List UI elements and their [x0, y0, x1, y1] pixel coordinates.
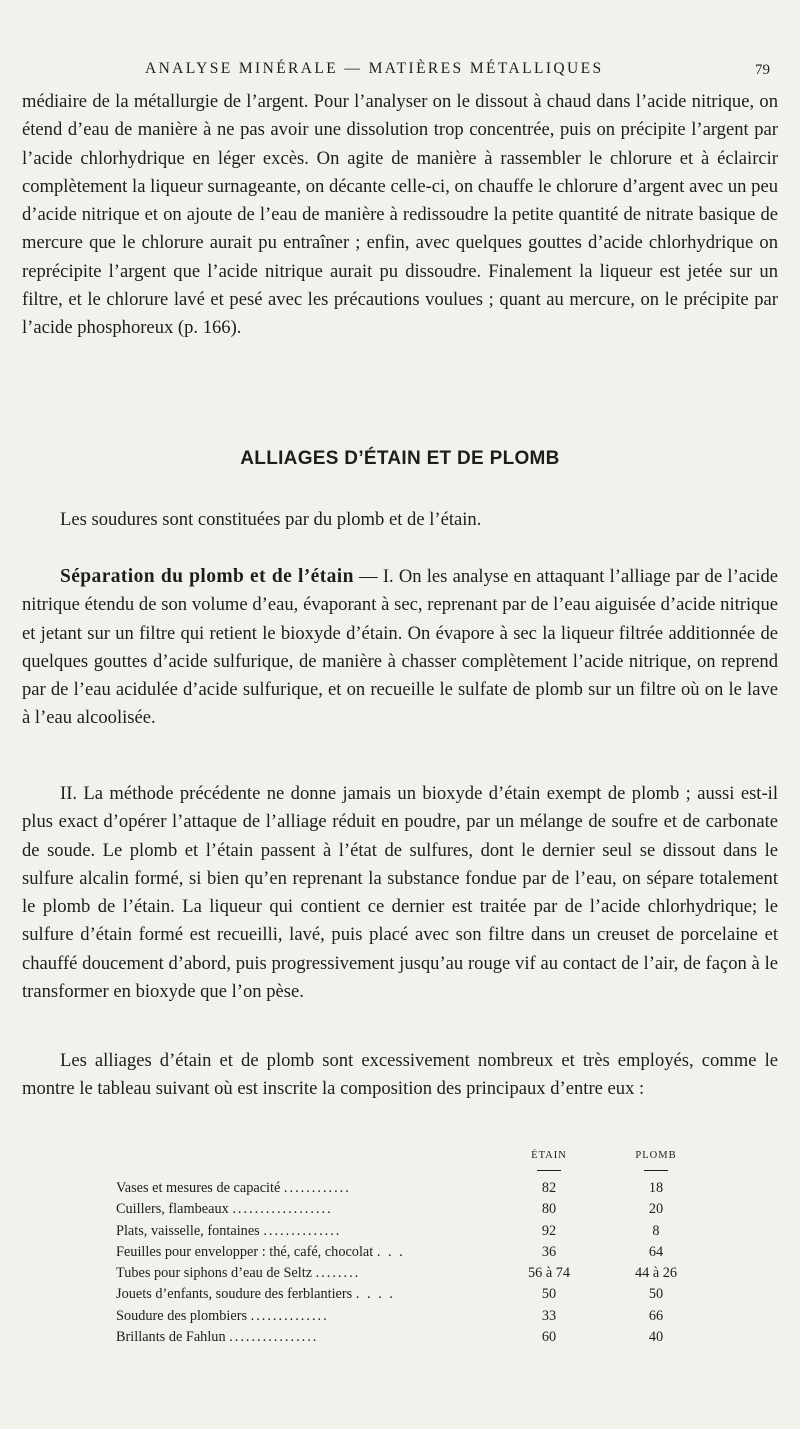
lead-value: 66: [648, 1307, 664, 1324]
lead-sentence: Les soudures sont constituées par du plomb et de l’étain.: [60, 509, 482, 530]
leader-dots: ........: [315, 1265, 361, 1282]
method-2-paragraph: II. La méthode précédente ne donne jamais un bioxyde d’étain exempt de plomb ; aussi est-il plus exact d’opérer l’attaque de l’alliage réduit en poudre, par un mélange de soufre et de carbonate de soude. Le plomb et l’étain passent à l’état de sulfures, dont le dernier seul se dissout dans le sulfure alcalin formé, si bien qu’en reprenant la substance fondue par de l’eau, on sépare totalement le plomb de l’étain. La liqueur qui contient ce dernier est traitée par de l’acide chlorhydrique; le sulfure d’étain formé est recueilli, lavé, puis placé avec son filtre dans un creuset de porcelaine et chauffé doucement d’abord, puis progressivement jusqu’au rouge vif au contact de l’air, de façon à le transformer en bioxyde que l’on pèse.: [22, 783, 778, 1003]
leader-dots: ..............: [250, 1307, 329, 1324]
leader-dots: ..............: [263, 1222, 342, 1239]
leader-dots: . . . .: [355, 1286, 395, 1303]
header-rule-tin: [537, 1170, 561, 1171]
table-row: [116, 1286, 716, 1307]
column-header-tin: ÉTAIN: [531, 1150, 567, 1161]
intro-paragraph: médiaire de la métallurgie de l’argent. Pour l’analyser on le dissout à chaud dans l’acide nitrique, on étend d’eau de manière à ne pas avoir une dissolution trop concentrée, puis on précipite l’argent par l’acide chlorhydrique en léger excès. On agite de manière à rassembler le chlorure et à éclaircir complètement la liqueur surnageante, on décante celle-ci, on chauffe le chlorure d’argent avec un peu d’acide nitrique et on ajoute de l’eau de manière à redissoudre la petite quantité de nitrate basique de mercure que le chlorure aurait pu entraîner ; enfin, avec quelques gouttes d’acide chlorhydrique on reprécipite l’argent que l’acide nitrique aurait pu dissoudre. Finalement la liqueur est jetée sur un filtre, et le chlorure lavé et pesé avec les précautions voulues ; quant au mercure, on le précipite par l’acide phosphoreux (p. 166).: [22, 91, 778, 339]
row-label: Tubes pour siphons d’eau de Seltz ........: [116, 1265, 361, 1282]
table-row: [116, 1244, 716, 1265]
page-number: 79: [755, 62, 770, 78]
tin-value: 60: [541, 1329, 557, 1346]
table-row: [116, 1201, 716, 1222]
row-label: Vases et mesures de capacité ............: [116, 1180, 351, 1196]
running-head: ANALYSE MINÉRALE — MATIÈRES MÉTALLIQUES: [145, 60, 604, 77]
lead-value: 50: [648, 1286, 664, 1303]
tin-value: 56 à 74: [527, 1265, 571, 1282]
tin-value: 50: [541, 1286, 557, 1303]
tin-value: 80: [541, 1201, 557, 1218]
composition-table: [116, 1150, 716, 1350]
table-row: [116, 1329, 716, 1350]
table-row: [116, 1223, 716, 1244]
tin-value: 92: [541, 1222, 557, 1239]
method-1-paragraph: [22, 563, 778, 733]
tin-value: 82: [541, 1180, 557, 1196]
lead-value: 18: [648, 1180, 664, 1196]
leader-dots: ................: [229, 1329, 319, 1346]
separation-heading: Séparation du plomb et de l’étain: [60, 566, 354, 587]
row-label: Soudure des plombiers ..............: [116, 1307, 329, 1324]
leader-dots: ............: [283, 1180, 351, 1196]
table-row: [116, 1180, 716, 1201]
table-row: [116, 1265, 716, 1286]
column-header-lead: PLOMB: [635, 1150, 677, 1161]
row-label: Cuillers, flambeaux ..................: [116, 1201, 333, 1218]
lead-value: 20: [648, 1201, 664, 1218]
table-header: [116, 1150, 716, 1180]
tin-value: 36: [541, 1243, 557, 1260]
tin-value: 33: [541, 1307, 557, 1324]
section-title: ALLIAGES D’ÉTAIN ET DE PLOMB: [240, 448, 560, 469]
row-label: Brillants de Fahlun ................: [116, 1329, 319, 1346]
lead-value: 44 à 26: [634, 1265, 678, 1282]
lead-value: 8: [652, 1222, 660, 1239]
table-row: [116, 1308, 716, 1329]
header-rule-lead: [644, 1170, 668, 1171]
lead-value: 64: [648, 1243, 664, 1260]
lead-value: 40: [648, 1329, 664, 1346]
method-1-text: — I. On les analyse en attaquant l’alliage par de l’acide nitrique étendu de son volume d’eau, évaporant à sec, reprenant par de l’eau aiguisée d’acide nitrique et jetant sur un filtre qui retient le bioxyde d’étain. On évapore à sec la liqueur filtrée additionnée de quelques gouttes d’acide sulfurique, de manière à chasser complètement l’acide nitrique, on reprend par de l’eau acidulée d’acide sulfurique, et on recueille le sulfate de plomb sur un filtre où on le lave à l’eau alcoolisée.: [22, 566, 779, 729]
leader-dots: ..................: [232, 1201, 333, 1218]
table-intro-paragraph: Les alliages d’étain et de plomb sont excessivement nombreux et très employés, comme le montre le tableau suivant où est inscrite la composition des principaux d’entre eux :: [22, 1050, 778, 1100]
row-label: Jouets d’enfants, soudure des ferblantiers . . . .: [116, 1286, 395, 1303]
leader-dots: . . .: [376, 1243, 405, 1260]
row-label: Plats, vaisselle, fontaines ..............: [116, 1222, 342, 1239]
row-label: Feuilles pour envelopper : thé, café, chocolat . . .: [116, 1243, 405, 1260]
